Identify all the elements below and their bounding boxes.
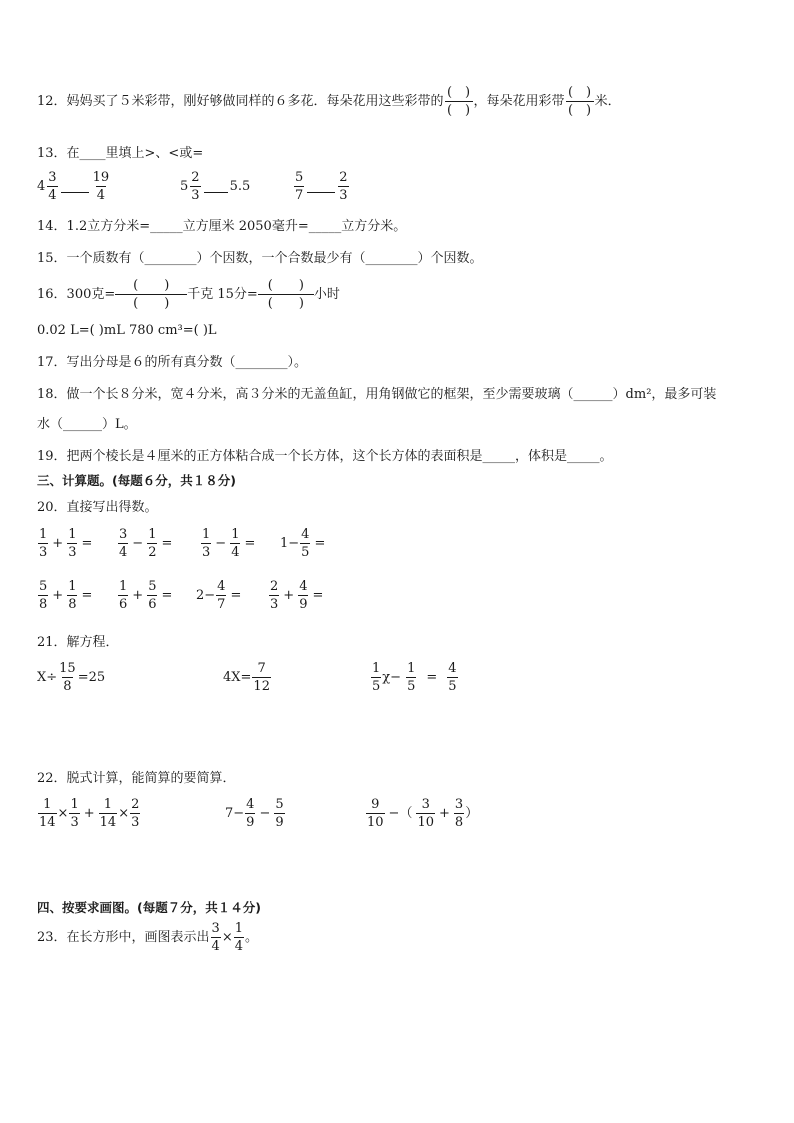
- question-18-line-1: 18．做一个长８分米，宽４分米，高３分米的无盖鱼缸，用角钢做它的框架，至少需要玻璃（______）dm²，最多可装: [37, 387, 717, 402]
- q13-answer-blank-a[interactable]: [61, 180, 89, 193]
- q20-row1-expr-3: $\frac{1}{3}$ − $\frac{1}{4}$ =: [202, 527, 256, 560]
- question-16-b: 0.02 L=( )mL 780 cm³=( )L: [37, 323, 217, 338]
- q12-fraction-blank-1[interactable]: $\frac{( )}{( )}$: [445, 86, 473, 117]
- q22-expression-1: $\frac{1}{14}$ × $\frac{1}{3}$ + $\frac{1}{14}$ × $\frac{2}{3}$: [39, 797, 140, 830]
- question-18-line-2: 水（______）L。: [37, 417, 137, 432]
- fraction: $\frac{1}{2}$: [148, 527, 157, 560]
- q13-text: 13．在____里填上>、<或=: [37, 146, 204, 161]
- q12-fraction-blank-2[interactable]: $\frac{( )}{( )}$: [566, 86, 594, 117]
- question-20: 20．直接写出得数。: [37, 500, 158, 515]
- question-13: [37, 147, 203, 160]
- q16-fraction-blank-2[interactable]: $\frac{( )}{( )}$: [259, 279, 313, 310]
- q21-equation-1: X÷ $\frac{15}{8}$ =25: [37, 661, 106, 694]
- question-17: 17．写出分母是６的所有真分数（________）。: [37, 355, 308, 370]
- q12-prefix: 12．妈妈买了５米彩带，刚好够做同样的６多花．每朵花用这些彩带的: [37, 94, 444, 109]
- question-15: 15．一个质数有（________）个因数，一个合数最少有（________）个因数。: [37, 251, 483, 266]
- section-3-heading: 三、计算题。(每题６分，共１８分): [37, 473, 236, 488]
- q21-equation-3: $\frac{1}{5}$ χ− $\frac{1}{5}$ = $\frac{4}{5}$: [372, 661, 457, 694]
- question-12: [37, 86, 621, 117]
- fraction: $\frac{1}{8}$: [68, 579, 77, 612]
- question-14: 14．1.2立方分米=_____立方厘米 2050毫升=_____立方分米。: [37, 219, 407, 234]
- question-19: 19．把两个棱长是４厘米的正方体粘合成一个长方体，这个长方体的表面积是_____，体积是_____。: [37, 449, 613, 464]
- question-22: 22．脱式计算，能简算的要简算．: [37, 771, 236, 786]
- q22-expression-2: 7− $\frac{4}{9}$ − $\frac{5}{9}$: [225, 797, 284, 830]
- fraction: $\frac{5}{6}$: [148, 579, 157, 612]
- section-4-heading: 四、按要求画图。(每题７分，共１４分): [37, 900, 261, 915]
- fraction: $\frac{1}{3}$: [39, 527, 48, 560]
- fraction: $\frac{1}{3}$: [68, 527, 77, 560]
- q16-fraction-blank-1[interactable]: $\frac{( )}{( )}$: [116, 279, 186, 310]
- q12-suffix: 米．: [594, 94, 621, 109]
- q13-item-a: 4 $\frac{3}{4}$ $\frac{19}{4}$: [37, 170, 110, 203]
- question-21: 21．解方程．: [37, 635, 119, 650]
- q13-item-b: 5 $\frac{2}{3}$ 5.5: [180, 170, 251, 203]
- q13-answer-blank-b[interactable]: [204, 180, 228, 193]
- fraction: $\frac{1}{6}$: [119, 579, 128, 612]
- fraction: $\frac{5}{8}$: [39, 579, 48, 612]
- q20-row2-expr-2: $\frac{1}{6}$ + $\frac{5}{6}$ =: [119, 579, 173, 612]
- q21-equation-2: 4X= $\frac{7}{12}$: [223, 661, 270, 694]
- q13-item-c: $\frac{5}{7}$ $\frac{2}{3}$: [295, 170, 348, 203]
- q13-answer-blank-c[interactable]: [307, 180, 335, 193]
- q12-mid: ，每朵花用彩带: [473, 94, 565, 109]
- q20-row1-expr-2: $\frac{3}{4}$ − $\frac{1}{2}$ =: [119, 527, 173, 560]
- fraction: $\frac{1}{4}$: [231, 527, 240, 560]
- fraction: $\frac{1}{3}$: [202, 527, 211, 560]
- q22-expression-3: $\frac{9}{10}$ −（ $\frac{3}{10}$ + $\frac{3}{8}$ ）: [367, 797, 479, 830]
- question-16: 16．300克= $\frac{( )}{( )}$ 千克 15分= $\frac{( )}{( )}$ 小时: [37, 278, 340, 311]
- q20-expr-2-3: 2− $\frac{4}{7}$ =: [196, 579, 242, 612]
- q20-expr-2-4: $\frac{2}{3}$ + $\frac{4}{9}$ =: [270, 579, 324, 612]
- q20-row2-expr-1: $\frac{5}{8}$ + $\frac{1}{8}$ =: [39, 579, 93, 612]
- q20-row1-expr-1: $\frac{1}{3}$ + $\frac{1}{3}$ =: [39, 527, 93, 560]
- fraction: $\frac{3}{4}$: [119, 527, 128, 560]
- q20-expr-1-4: 1− $\frac{4}{5}$ =: [280, 527, 326, 560]
- question-23: 23．在长方形中，画图表示出 $\frac{3}{4}$ × $\frac{1}{4}$ 。: [37, 921, 259, 954]
